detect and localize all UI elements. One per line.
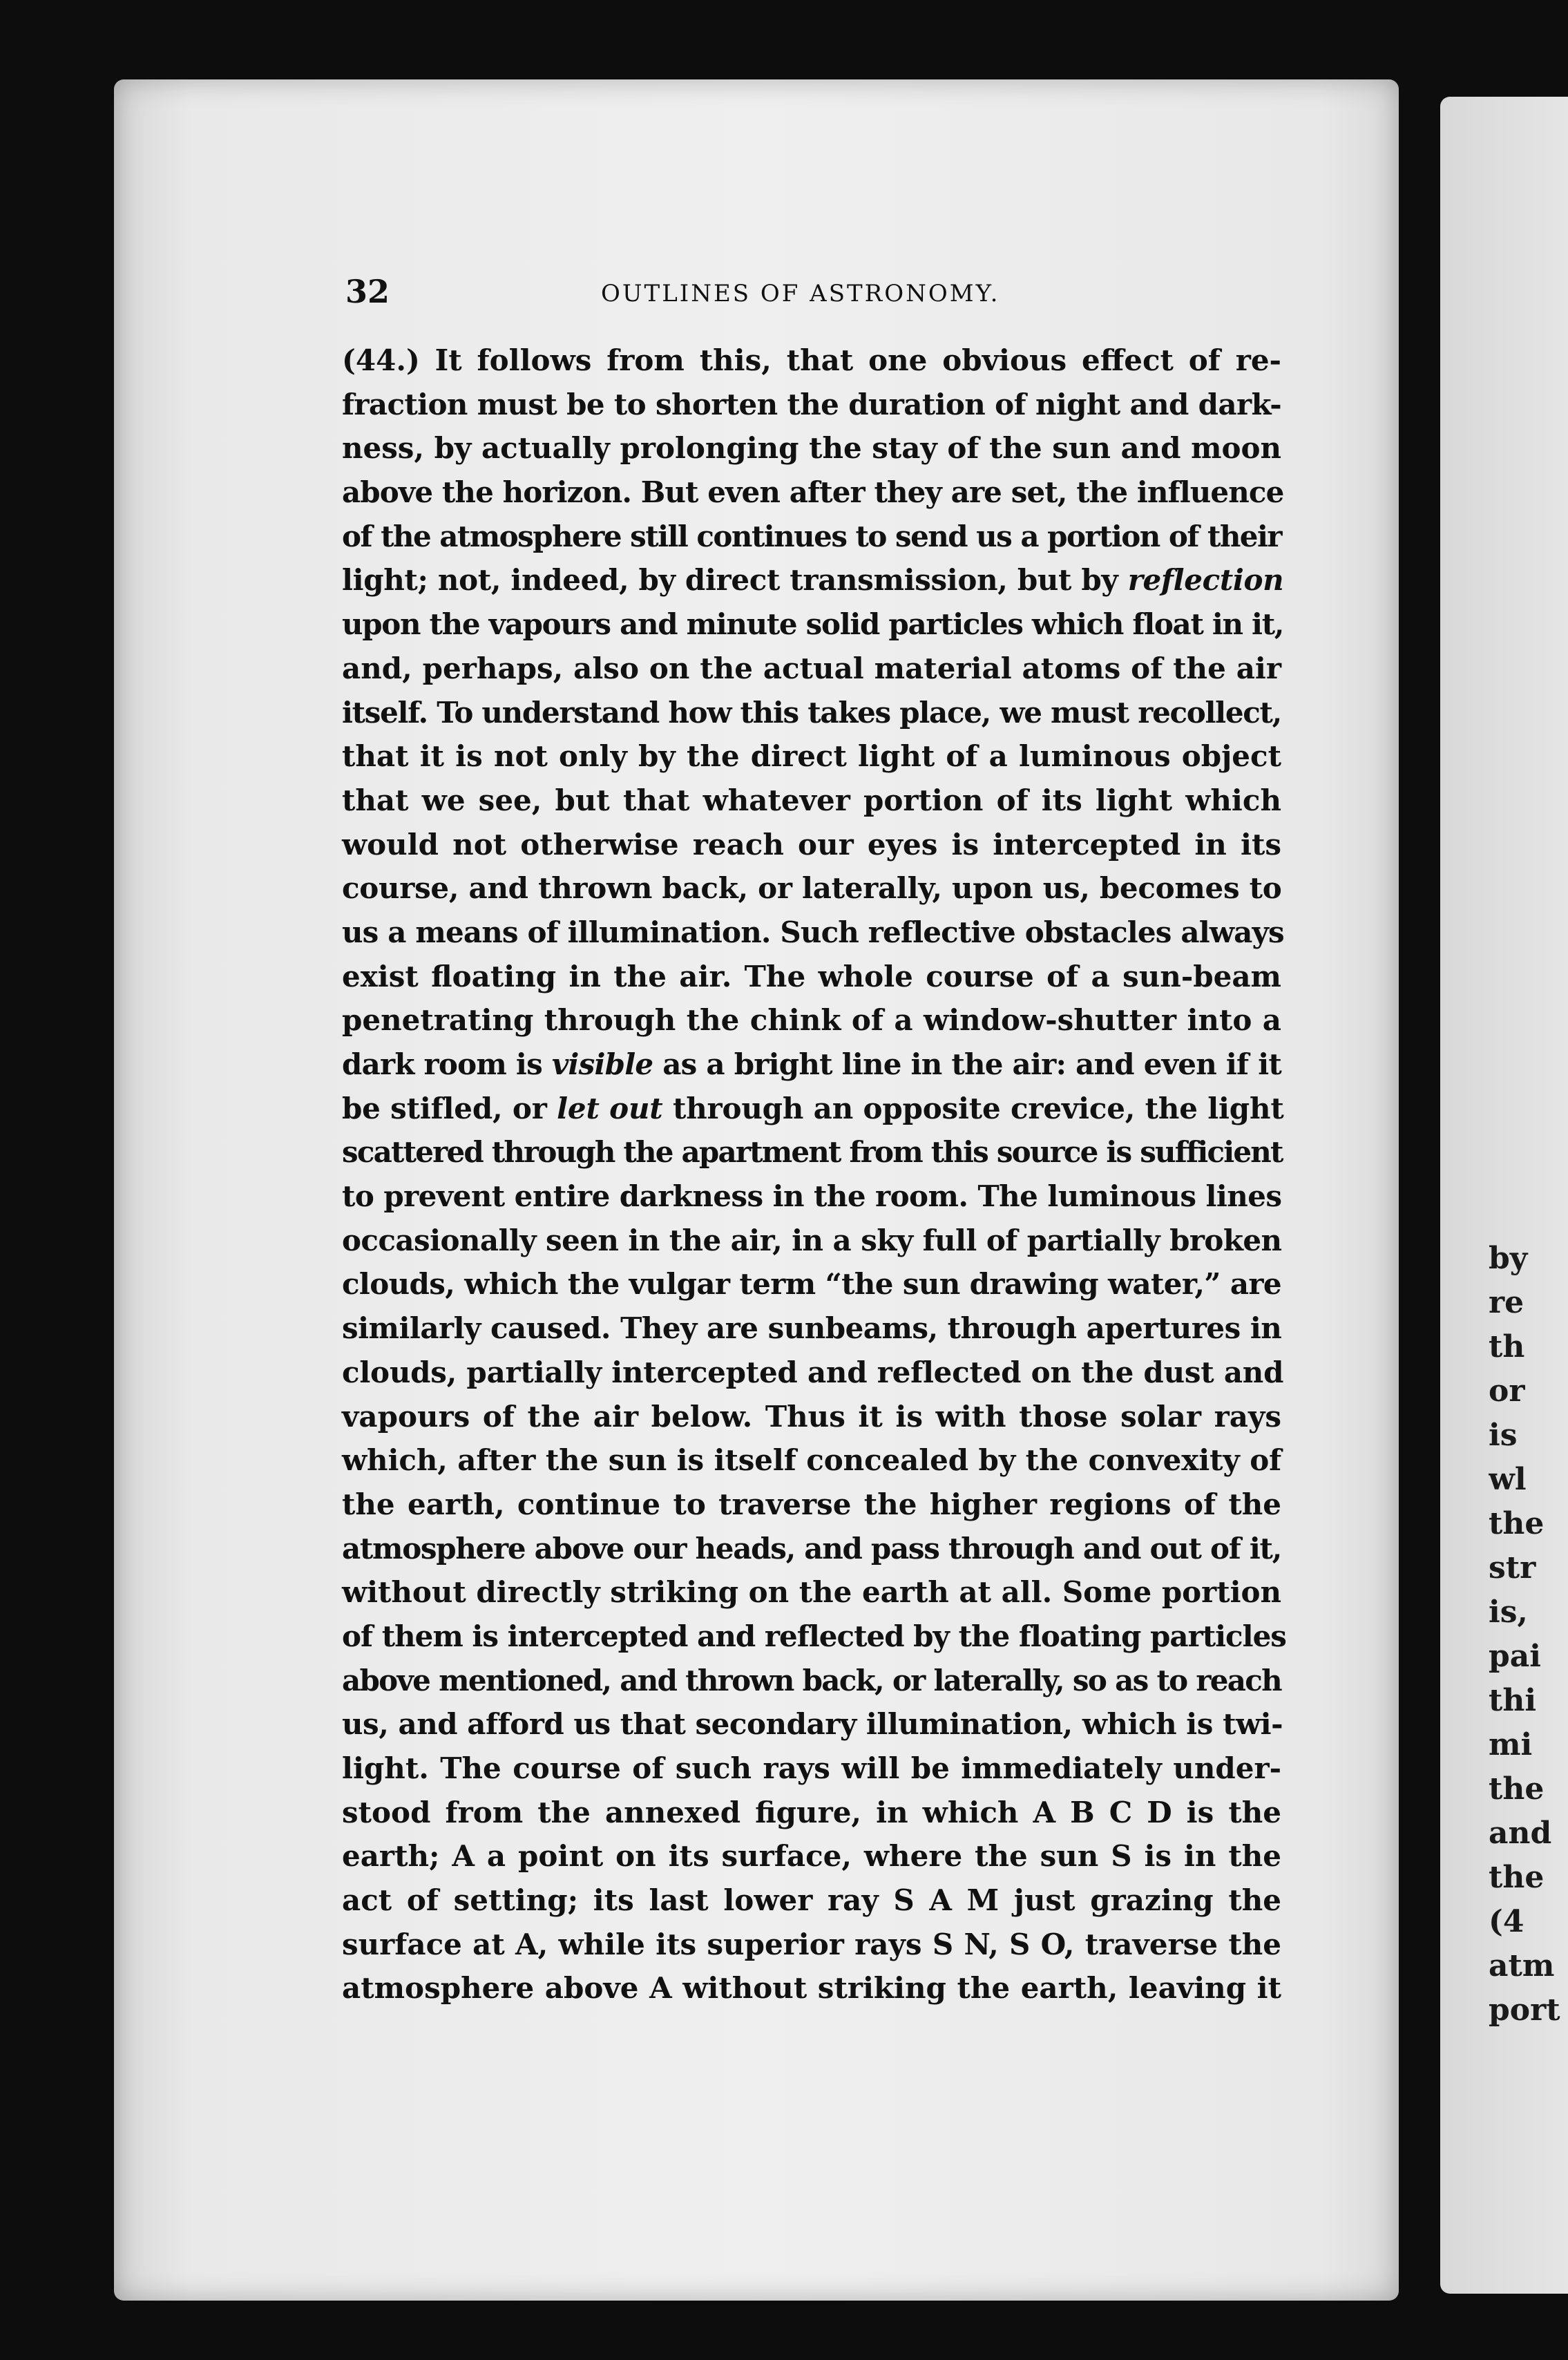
text-line: clouds, partially intercepted and reflected on the dust and [342, 1355, 1284, 1389]
text-line: vapours of the air below. Thus it is with those solar rays [342, 1399, 1281, 1434]
page-number: 32 [345, 273, 390, 310]
body-text [342, 339, 1286, 2010]
adjacent-fragment: th [1489, 1329, 1525, 1364]
text-line: atmosphere above A without striking the earth, leaving it [342, 1971, 1281, 2006]
text-line: fraction must be to shorten the duration of night and dark- [342, 387, 1281, 421]
text-line: exist floating in the air. The whole course of a sun-beam [342, 959, 1281, 993]
text-line: act of setting; its last lower ray S A M just grazing the [342, 1883, 1281, 1918]
adjacent-fragment: str [1489, 1550, 1536, 1586]
text-line: course, and thrown back, or laterally, upon us, becomes to [342, 871, 1282, 906]
adjacent-fragment: is, [1489, 1595, 1528, 1630]
text-line: be stifled, or let out through an opposite crevice, the light [342, 1091, 1284, 1125]
text-line: ness, by actually prolonging the stay of the sun and moon [342, 431, 1281, 466]
text-line: which, after the sun is itself concealed by the convexity of [342, 1443, 1282, 1478]
text-line: atmosphere above our heads, and pass through and out of it, [342, 1531, 1281, 1566]
text-line: dark room is visible as a bright line in the air: and even if it [342, 1047, 1281, 1081]
adjacent-fragment: and [1489, 1816, 1552, 1851]
text-line: (44.) It follows from this, that one obvious effect of re- [342, 343, 1281, 377]
adjacent-fragment: the [1489, 1506, 1545, 1541]
text-line: itself. To understand how this takes place, we must recollect, [342, 695, 1281, 730]
text-line: of the atmosphere still continues to send us a portion of their [342, 519, 1281, 553]
adjacent-fragment: pai [1489, 1639, 1541, 1674]
text-line: above the horizon. But even after they are set, the influence [342, 475, 1284, 510]
text-line: of them is intercepted and reflected by the floating particles [342, 1619, 1286, 1653]
running-head: OUTLINES OF ASTRONOMY. [601, 280, 1000, 307]
adjacent-fragment: re [1489, 1285, 1524, 1320]
adjacent-fragment: (4 [1489, 1904, 1524, 1939]
adjacent-fragment: by [1489, 1241, 1528, 1276]
adjacent-fragment: atm [1489, 1948, 1555, 1983]
text-line: the earth, continue to traverse the higher regions of the [342, 1487, 1281, 1521]
adjacent-fragment: thi [1489, 1683, 1537, 1718]
text-line: that we see, but that whatever portion of its light which [342, 783, 1281, 817]
text-line: clouds, which the vulgar term “the sun drawing water,” are [342, 1267, 1281, 1302]
adjacent-fragment: is [1489, 1418, 1518, 1453]
adjacent-page-text [1489, 1237, 1568, 2033]
adjacent-fragment: the [1489, 1771, 1545, 1807]
text-line: penetrating through the chink of a window-shutter into a [342, 1003, 1281, 1038]
adjacent-fragment: wl [1489, 1462, 1527, 1497]
text-line: us a means of illumination. Such reflective obstacles always [342, 915, 1284, 949]
adjacent-fragment: the [1489, 1860, 1545, 1895]
text-line: upon the vapours and minute solid particles which float in it, [342, 607, 1284, 642]
text-line: surface at A, while its superior rays S N, S O, traverse the [342, 1927, 1281, 1961]
text-line: to prevent entire darkness in the room. The luminous lines [342, 1179, 1282, 1214]
text-line: light. The course of such rays will be immediately under- [342, 1751, 1281, 1785]
text-line: and, perhaps, also on the actual material atoms of the air [342, 651, 1281, 685]
adjacent-fragment: or [1489, 1373, 1525, 1409]
text-line: scattered through the apartment from this source is sufficient [342, 1135, 1283, 1170]
text-line: without directly striking on the earth at all. Some portion [342, 1575, 1281, 1610]
text-line: that it is not only by the direct light of a luminous object [342, 739, 1281, 774]
text-line: above mentioned, and thrown back, or laterally, so as to reach [342, 1663, 1281, 1697]
text-line: light; not, indeed, by direct transmission, but by reflection [342, 563, 1284, 598]
text-line: similarly caused. They are sunbeams, through apertures in [342, 1311, 1282, 1346]
text-line: us, and afford us that secondary illumination, which is twi- [342, 1707, 1283, 1742]
adjacent-fragment: port [1489, 1992, 1560, 2028]
text-line: occasionally seen in the air, in a sky full of partially broken [342, 1223, 1282, 1257]
text-line: would not otherwise reach our eyes is intercepted in its [342, 827, 1281, 862]
text-line: stood from the annexed figure, in which A B C D is the [342, 1795, 1281, 1829]
adjacent-fragment: mi [1489, 1727, 1533, 1762]
text-line: earth; A a point on its surface, where the sun S is in the [342, 1839, 1281, 1874]
